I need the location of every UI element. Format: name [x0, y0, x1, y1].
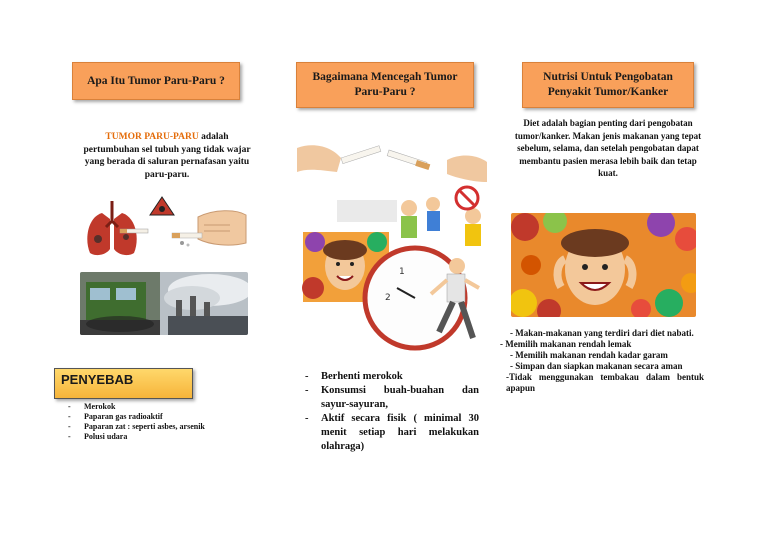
list-item: - Memilih makanan rendah kadar garam — [510, 350, 668, 360]
fruit-face-photo — [511, 213, 696, 317]
list-item: - Memilih makanan rendah lemak — [500, 339, 632, 349]
list-item: - Polusi udara — [64, 432, 264, 442]
penyebab-box — [54, 368, 193, 399]
tumor-keyword: TUMOR PARU-PARU — [105, 132, 199, 142]
causes-list — [64, 402, 264, 442]
pollution-photo — [80, 272, 248, 335]
prevention-collage — [297, 138, 487, 354]
list-item: - Makan-makanan yang terdiri dari diet nabati. — [510, 328, 694, 338]
list-item: - Paparan gas radioaktif — [64, 412, 264, 422]
prevention-list — [305, 370, 479, 454]
list-item: - Simpan dan siapkan makanan secara aman — [510, 361, 683, 371]
list-item: - Aktif secara fisik ( minimal 30 menit setiap hari melakukan olahraga) — [305, 412, 479, 454]
header-mencegah-tumor — [296, 62, 474, 108]
definition-paragraph — [78, 131, 256, 181]
penyebab-title: PENYEBAB — [61, 372, 134, 387]
svg-text:1: 1 — [399, 267, 405, 277]
header-mencegah-tumor-text: Bagaimana Mencegah Tumor Paru-Paru ? — [312, 71, 458, 98]
list-item: - Berhenti merokok — [305, 370, 479, 384]
header-nutrisi-text: Nutrisi Untuk Pengobatan Penyakit Tumor/Kanker — [543, 71, 673, 98]
definition-text: adalah pertumbuhan sel tubuh yang tidak wajar yang berada di saluran pernafasan yaitu paru-paru. — [83, 132, 251, 180]
list-item: -Tidak menggunakan tembakau dalam bentuk apapun — [506, 372, 704, 393]
list-item: - Merokok — [64, 402, 264, 412]
list-item: - Paparan zat : seperti asbes, arsenik — [64, 422, 264, 432]
nutrition-intro: Diet adalah bagian penting dari pengobatan tumor/kanker. Makan jenis makanan yang tepat sebelum, selama, dan setelah pengobatan dapat membantu pasien merasa lebih baik dan tetap kuat. — [514, 118, 702, 178]
nutrition-list — [500, 328, 704, 394]
header-apa-itu-tumor — [72, 62, 240, 100]
header-apa-itu-tumor-text: Apa Itu Tumor Paru-Paru ? — [87, 74, 225, 87]
header-nutrisi — [522, 62, 694, 108]
list-item: - Konsumsi buah-buahan dan sayur-sayuran, — [305, 384, 479, 412]
lungs-cigarette-illustration — [80, 195, 248, 260]
svg-text:2: 2 — [385, 293, 391, 303]
